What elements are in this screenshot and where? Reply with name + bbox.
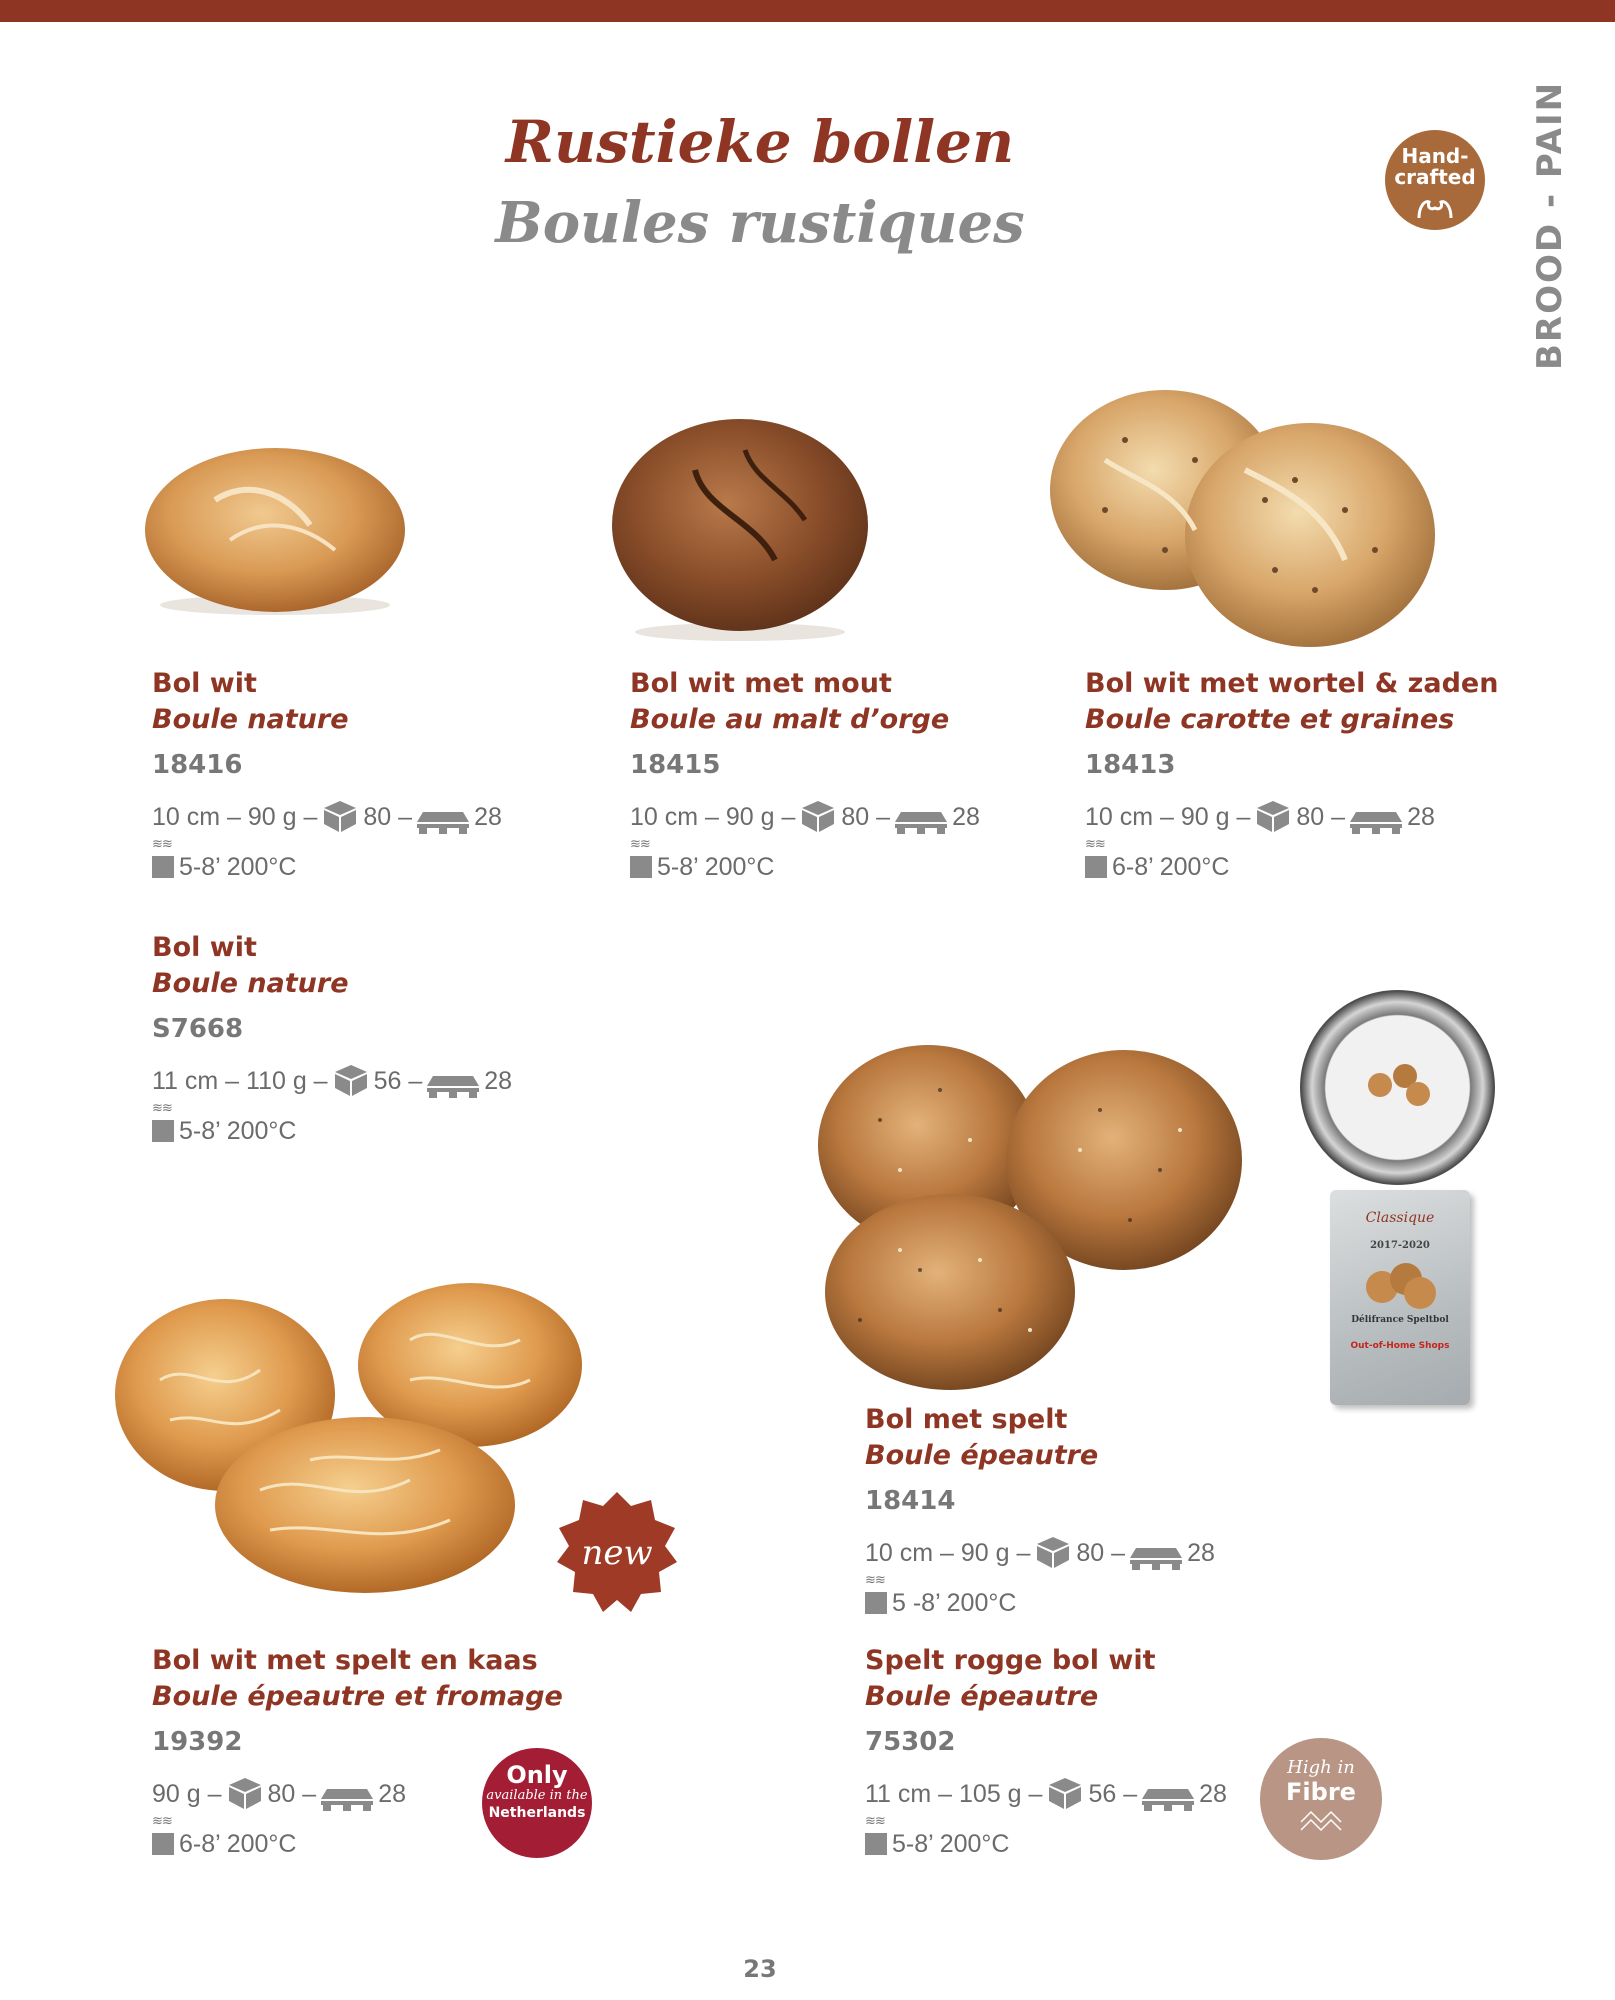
product-bake-info bbox=[152, 1116, 512, 1146]
product-box-qty: 80 – bbox=[363, 803, 413, 831]
product-name-nl: Bol met spelt bbox=[865, 1404, 1068, 1435]
product-code: 18416 bbox=[152, 750, 243, 780]
product-size: 11 cm – 110 g – bbox=[152, 1067, 328, 1095]
product-bake-info bbox=[152, 852, 502, 882]
product-photo-bol-mout bbox=[605, 410, 875, 645]
box-icon bbox=[1033, 1534, 1073, 1570]
pallet-icon bbox=[319, 1787, 375, 1811]
only-netherlands-badge bbox=[482, 1748, 592, 1858]
product-spec bbox=[865, 1775, 1227, 1811]
product-bake-time: 5-8’ 200°C bbox=[657, 853, 775, 881]
section-side-label: BROOD - PAIN bbox=[1530, 80, 1570, 370]
only-badge-line2: available in the bbox=[486, 1788, 588, 1803]
oven-square-icon bbox=[865, 1833, 887, 1855]
pallet-icon bbox=[415, 810, 471, 834]
product-bake-time: 5-8’ 200°C bbox=[179, 853, 297, 881]
product-spec bbox=[152, 1062, 512, 1098]
product-size: 11 cm – 105 g – bbox=[865, 1780, 1043, 1808]
product-photo-bol-spelt bbox=[800, 1030, 1270, 1390]
heat-icon: ≋≋ bbox=[630, 837, 650, 852]
hands-icon bbox=[1415, 190, 1455, 220]
product-code: 18414 bbox=[865, 1486, 956, 1516]
product-name-nl: Bol wit met spelt en kaas bbox=[152, 1645, 538, 1676]
oven-square-icon bbox=[152, 1120, 174, 1142]
product-box-qty: 80 – bbox=[1076, 1539, 1126, 1567]
heat-icon: ≋≋ bbox=[865, 1814, 885, 1829]
box-icon bbox=[798, 798, 838, 834]
award-line4: Out-of-Home Shops bbox=[1350, 1341, 1450, 1351]
product-bake-time: 5 -8’ 200°C bbox=[892, 1589, 1017, 1617]
product-spec bbox=[152, 798, 502, 834]
product-photo-bol-spelt-kaas bbox=[110, 1280, 590, 1595]
product-spec bbox=[865, 1534, 1215, 1570]
product-block-18413 bbox=[1085, 666, 1498, 882]
product-name-fr: Boule nature bbox=[152, 704, 349, 735]
handcrafted-line2: crafted bbox=[1394, 165, 1476, 189]
fibre-badge-line1: High in bbox=[1287, 1757, 1355, 1778]
pallet-icon bbox=[1140, 1787, 1196, 1811]
oven-square-icon bbox=[1085, 856, 1107, 878]
product-box-qty: 80 – bbox=[1296, 803, 1346, 831]
only-badge-line1: Only bbox=[506, 1761, 568, 1789]
product-box-qty: 56 – bbox=[1088, 1780, 1138, 1808]
handcrafted-badge bbox=[1385, 130, 1485, 230]
product-size: 10 cm – 90 g – bbox=[865, 1539, 1031, 1567]
product-pallet-qty: 28 bbox=[1187, 1539, 1215, 1567]
product-box-qty: 80 – bbox=[267, 1780, 317, 1808]
award-line3: Délifrance Speltbol bbox=[1351, 1315, 1449, 1325]
heat-icon: ≋≋ bbox=[1085, 837, 1105, 852]
oven-square-icon bbox=[865, 1592, 887, 1614]
product-name-nl: Bol wit met mout bbox=[630, 668, 892, 699]
box-icon bbox=[320, 798, 360, 834]
heat-icon: ≋≋ bbox=[865, 1573, 885, 1588]
box-icon bbox=[1253, 798, 1293, 834]
product-block-75302 bbox=[865, 1643, 1227, 1859]
box-icon bbox=[1045, 1775, 1085, 1811]
product-pallet-qty: 28 bbox=[1199, 1780, 1227, 1808]
pallet-icon bbox=[1128, 1546, 1184, 1570]
product-name-fr: Boule carotte et graines bbox=[1085, 704, 1455, 735]
award-line2: 2017-2020 bbox=[1370, 1240, 1430, 1251]
product-bake-time: 5-8’ 200°C bbox=[892, 1830, 1010, 1858]
oven-square-icon bbox=[152, 1833, 174, 1855]
product-bake-time: 6-8’ 200°C bbox=[179, 1830, 297, 1858]
product-code: 18413 bbox=[1085, 750, 1176, 780]
top-accent-bar bbox=[0, 0, 1615, 22]
pallet-icon bbox=[1348, 810, 1404, 834]
high-fibre-badge bbox=[1260, 1738, 1382, 1860]
product-bake-info bbox=[1085, 852, 1498, 882]
product-block-18415 bbox=[630, 666, 980, 882]
pallet-icon bbox=[893, 810, 949, 834]
heat-icon: ≋≋ bbox=[152, 837, 172, 852]
award-plate-image bbox=[1300, 990, 1495, 1185]
product-pallet-qty: 28 bbox=[474, 803, 502, 831]
page-title-nl: Rustieke bollen bbox=[505, 108, 1015, 176]
product-box-qty: 80 – bbox=[841, 803, 891, 831]
bread-on-plate-illustration bbox=[1300, 990, 1495, 1185]
only-badge-line3: Netherlands bbox=[488, 1805, 586, 1821]
product-box-qty: 56 – bbox=[373, 1067, 423, 1095]
product-size: 10 cm – 90 g – bbox=[1085, 803, 1251, 831]
product-code: 18415 bbox=[630, 750, 721, 780]
product-pallet-qty: 28 bbox=[484, 1067, 513, 1095]
product-name-nl: Bol wit bbox=[152, 668, 257, 699]
product-pallet-qty: 28 bbox=[1407, 803, 1435, 831]
product-size: 10 cm – 90 g – bbox=[152, 803, 318, 831]
product-size: 90 g – bbox=[152, 1780, 222, 1808]
product-name-fr: Boule épeautre bbox=[865, 1440, 1099, 1471]
product-photo-bol-wit bbox=[135, 430, 415, 620]
new-badge bbox=[555, 1490, 679, 1614]
box-icon bbox=[225, 1775, 265, 1811]
product-code: S7668 bbox=[152, 1014, 244, 1044]
product-photo-bol-wortel-zaden bbox=[1045, 380, 1440, 650]
award-bread-illustration bbox=[1350, 1259, 1450, 1309]
product-block-S7668 bbox=[152, 930, 512, 1146]
product-bake-time: 5-8’ 200°C bbox=[179, 1117, 297, 1145]
product-bake-time: 6-8’ 200°C bbox=[1112, 853, 1230, 881]
product-name-nl: Bol wit bbox=[152, 932, 257, 963]
product-pallet-qty: 28 bbox=[378, 1780, 406, 1808]
product-bake-info bbox=[865, 1588, 1215, 1618]
product-name-fr: Boule épeautre bbox=[865, 1681, 1099, 1712]
oven-square-icon bbox=[152, 856, 174, 878]
product-name-fr: Boule au malt d’orge bbox=[630, 704, 950, 735]
product-name-fr: Boule nature bbox=[152, 968, 349, 999]
pallet-icon bbox=[425, 1074, 481, 1098]
handcrafted-line1: Hand- bbox=[1401, 144, 1469, 168]
product-bake-info bbox=[630, 852, 980, 882]
wheat-pattern-icon bbox=[1299, 1810, 1343, 1832]
product-name-nl: Spelt rogge bol wit bbox=[865, 1645, 1156, 1676]
product-code: 75302 bbox=[865, 1727, 956, 1757]
product-pallet-qty: 28 bbox=[952, 803, 980, 831]
new-badge-label: new bbox=[581, 1533, 653, 1573]
product-block-18414 bbox=[865, 1402, 1215, 1618]
page-number: 23 bbox=[743, 1955, 777, 1983]
box-icon bbox=[331, 1062, 371, 1098]
product-size: 10 cm – 90 g – bbox=[630, 803, 796, 831]
page-title-fr: Boules rustiques bbox=[495, 190, 1025, 256]
oven-square-icon bbox=[630, 856, 652, 878]
product-spec bbox=[1085, 798, 1498, 834]
heat-icon: ≋≋ bbox=[152, 1101, 172, 1116]
award-plaque-image bbox=[1330, 1190, 1470, 1405]
product-name-fr: Boule épeautre et fromage bbox=[152, 1681, 563, 1712]
product-block-18416 bbox=[152, 666, 502, 882]
product-name-nl: Bol wit met wortel & zaden bbox=[1085, 668, 1499, 699]
product-bake-info bbox=[865, 1829, 1227, 1859]
heat-icon: ≋≋ bbox=[152, 1814, 172, 1829]
product-spec bbox=[630, 798, 980, 834]
fibre-badge-line2: Fibre bbox=[1286, 1778, 1356, 1806]
award-line1: Classique bbox=[1365, 1210, 1435, 1226]
product-code: 19392 bbox=[152, 1727, 243, 1757]
